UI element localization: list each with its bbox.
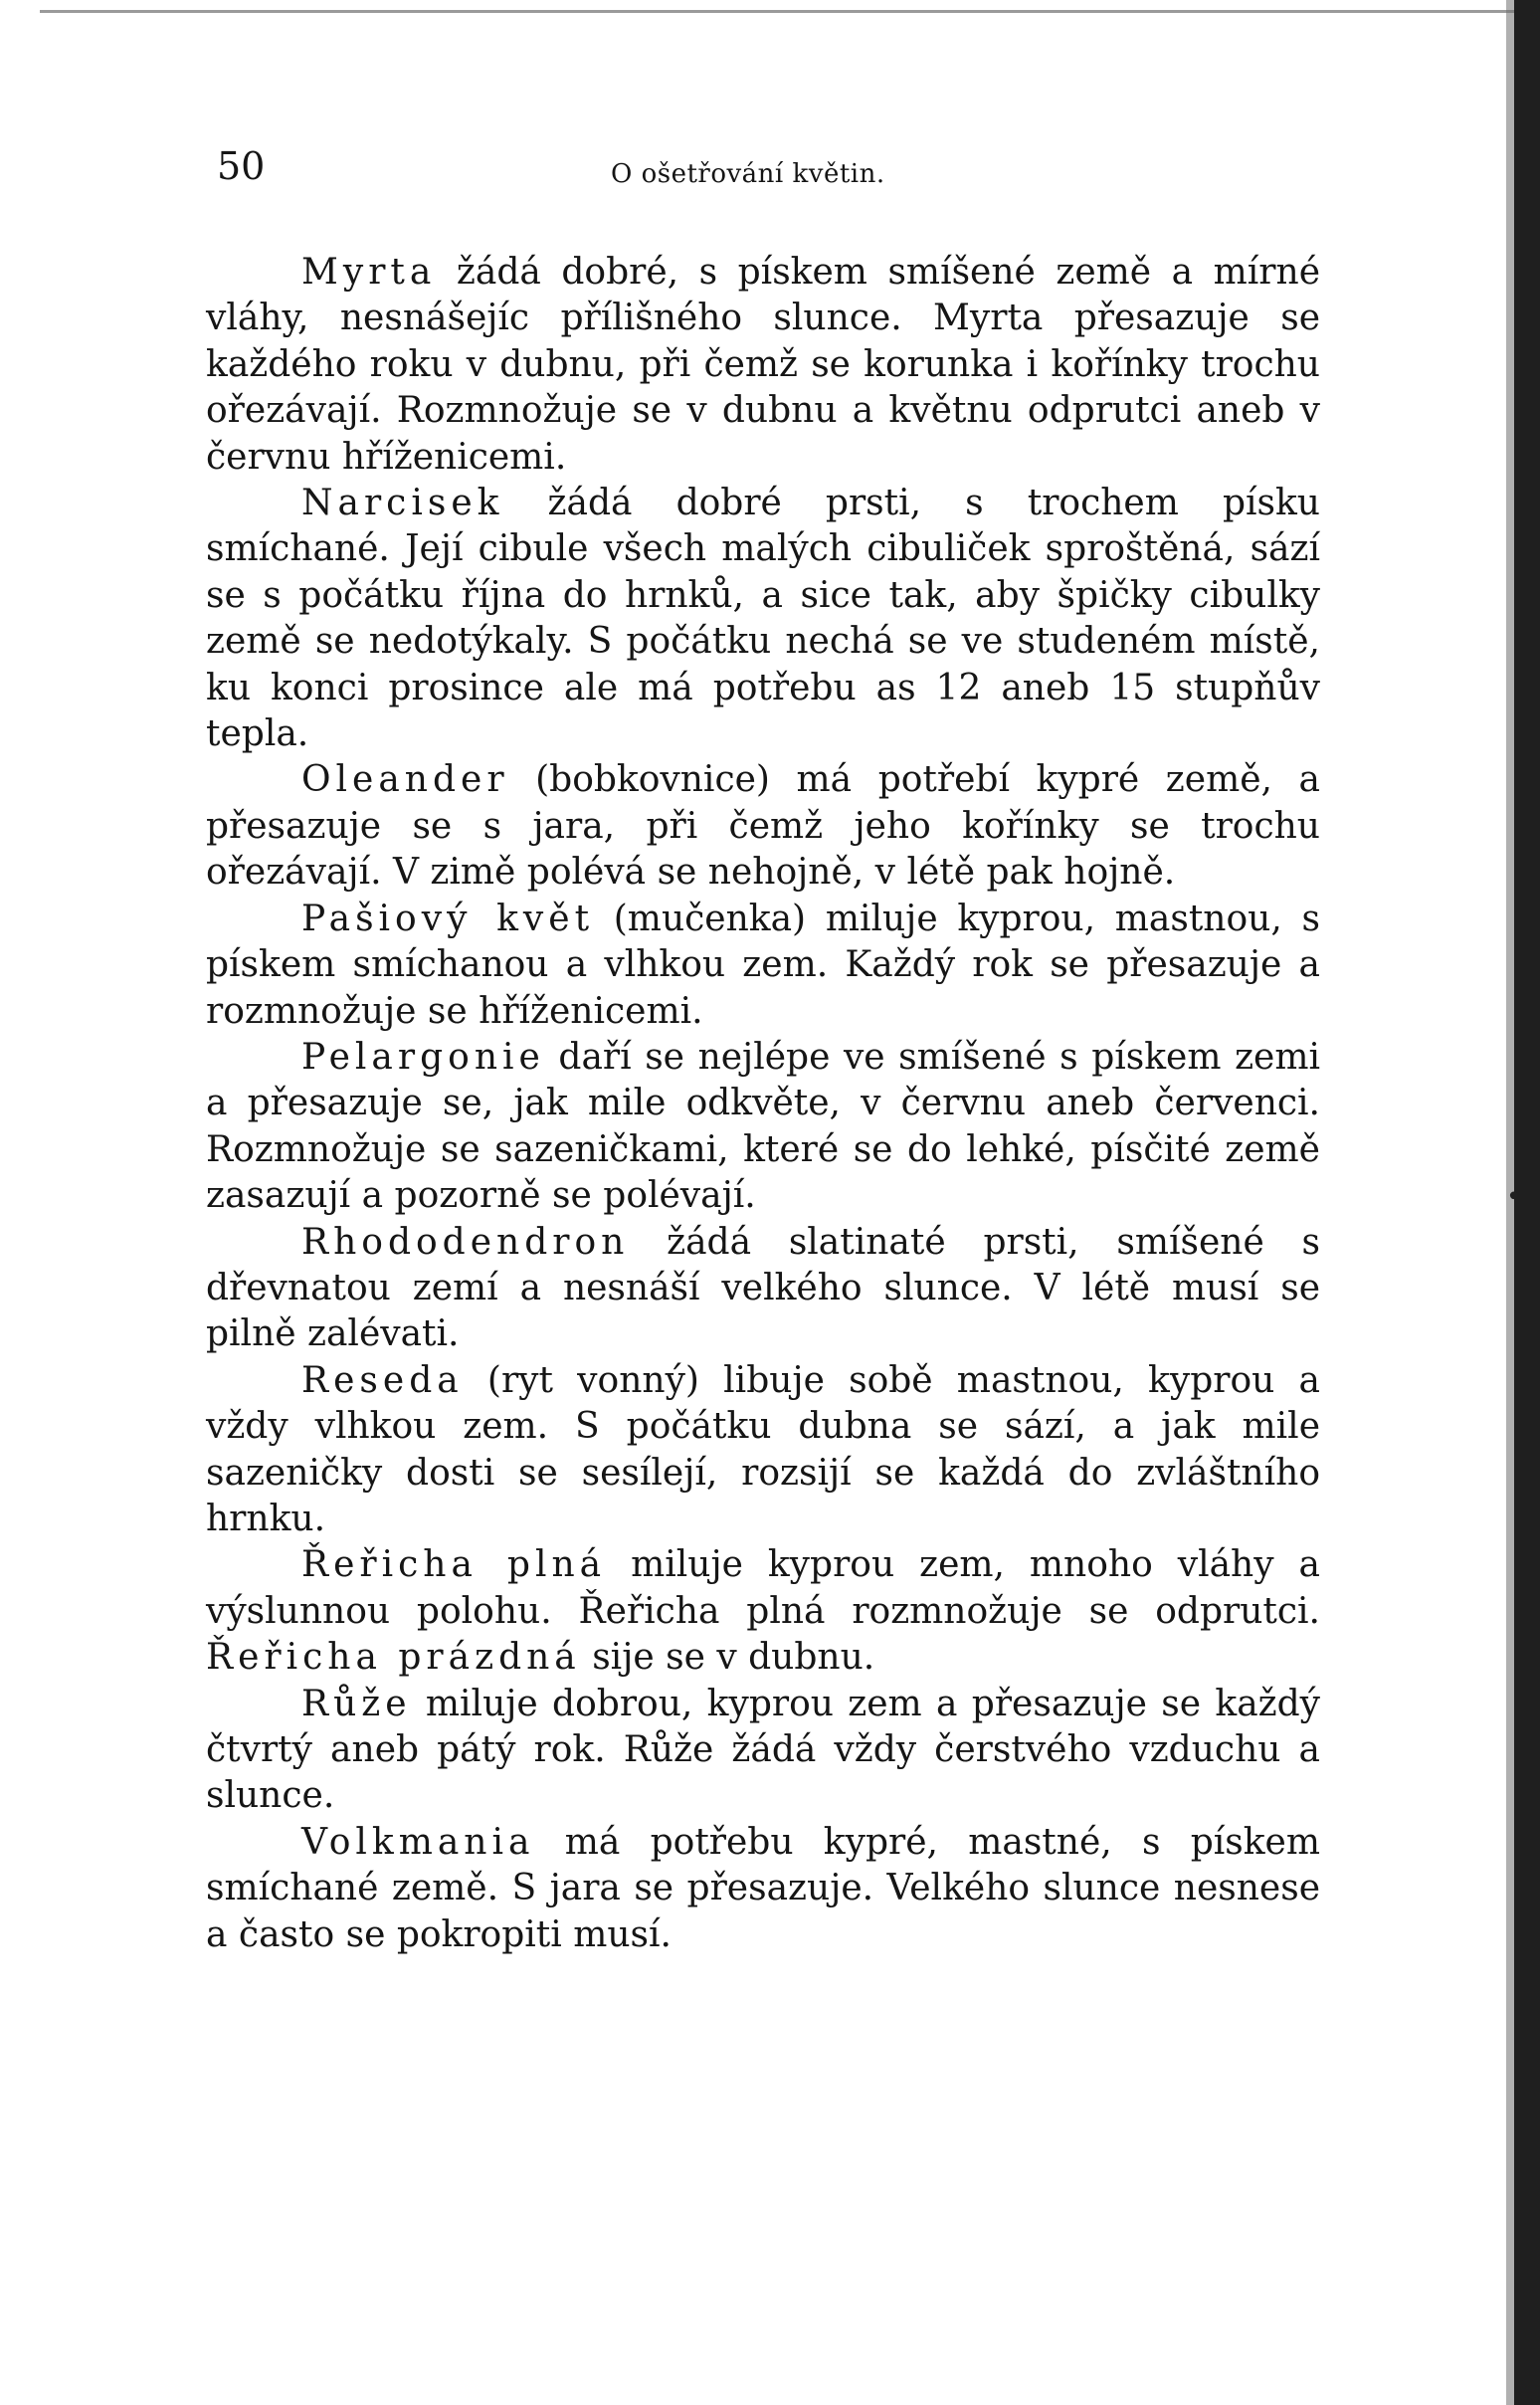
entry-pelargonie bbox=[206, 1035, 1320, 1220]
plant-name: Řeřicha plná bbox=[301, 1544, 607, 1586]
entry-rericha bbox=[206, 1542, 1320, 1681]
entry-rhododendron bbox=[206, 1220, 1320, 1358]
entry-reseda bbox=[206, 1358, 1320, 1543]
plant-name: Oleander bbox=[301, 759, 509, 801]
entry-text: (mučenka) miluje kyprou, mastnou, s pískem smíchanou a vlhkou zem. Každý rok se přesazuje a rozmnožuje se hříženicemi. bbox=[206, 898, 1320, 1032]
entry-ruze bbox=[206, 1682, 1320, 1820]
page-number: 50 bbox=[217, 144, 266, 188]
text-column bbox=[206, 250, 1320, 1958]
entry-oleander bbox=[206, 757, 1320, 896]
margin-mark: • bbox=[1506, 1182, 1522, 1212]
running-head: O ošetřování květin. bbox=[611, 159, 885, 189]
plant-name: Rhododendron bbox=[301, 1221, 630, 1263]
entry-text: (bobkovnice) má potřebí kypré země, a přesazuje se s jara, při čemž jeho kořínky se trochu ořezávají. V zimě polévá se nehojně, v létě pak hojně. bbox=[206, 759, 1320, 894]
plant-name: Reseda bbox=[301, 1359, 464, 1401]
plant-name: Myrta bbox=[301, 252, 437, 293]
entry-text: žádá dobré, s pískem smíšené země a mírné vláhy, nesnášejíc přílišného slunce. Myrta přesazuje se každého roku v dubnu, při čemž se korunka i kořínky trochu ořezávají. Rozmnožuje se v dubnu a květnu odprutci aneb v červnu hříženicemi. bbox=[206, 252, 1320, 478]
entry-text: miluje dobrou, kyprou zem a přesazuje se každý čtvrtý aneb pátý rok. Růže žádá vždy čerstvého vzduchu a slunce. bbox=[206, 1683, 1320, 1817]
entry-text: má potřebu kypré, mastné, s pískem smíchané země. S jara se přesazuje. Velkého slunce nesnese a často se pokropiti musí. bbox=[206, 1821, 1320, 1955]
entry-text-tail: sije se v dubnu. bbox=[580, 1637, 875, 1679]
entry-text: žádá slatinaté prsti, smíšené s dřevnatou zemí a nesnáší velkého slunce. V létě musí se pilně zalévati. bbox=[206, 1221, 1320, 1355]
entry-text: miluje kyprou zem, mnoho vláhy a výslunnou polohu. Řeřicha plná rozmnožuje se odprutci. bbox=[206, 1544, 1321, 1632]
entry-text: žádá dobré prsti, s trochem písku smíchané. Její cibule všech malých cibuliček sproštěná, sází se s počátku října do hrnků, a sice tak, aby špičky cibulky země se nedotýkaly. S počátku nechá se ve studeném místě, ku konci prosince ale má potřebu as 12 aneb 15 stupňův tepla. bbox=[206, 483, 1320, 755]
plant-name: Růže bbox=[301, 1683, 412, 1724]
entry-narcisek bbox=[206, 481, 1320, 757]
entry-volkmania bbox=[206, 1820, 1320, 1958]
plant-name: Narcisek bbox=[301, 483, 504, 524]
entry-text: daří se nejlépe ve smíšené s pískem zemi a přesazuje se, jak mile odkvěte, v červnu aneb červenci. Rozmnožuje se sazeničkami, které se do lehké, písčité země zasazují a pozorně se polévají. bbox=[206, 1036, 1320, 1217]
plant-name: Volkmania bbox=[301, 1821, 535, 1863]
entry-pasiovy-kvet bbox=[206, 897, 1320, 1035]
plant-name-secondary: Řeřicha prázdná bbox=[206, 1637, 581, 1679]
plant-name: Pašiový květ bbox=[301, 898, 595, 939]
entry-myrta bbox=[206, 250, 1320, 481]
plant-name: Pelargonie bbox=[301, 1036, 545, 1078]
entry-text: (ryt vonný) libuje sobě mastnou, kyprou a vždy vlhkou zem. S počátku dubna se sází, a jak mile sazeničky dosti se sesílejí, rozsijí se každá do zvláštního hrnku. bbox=[206, 1359, 1320, 1539]
